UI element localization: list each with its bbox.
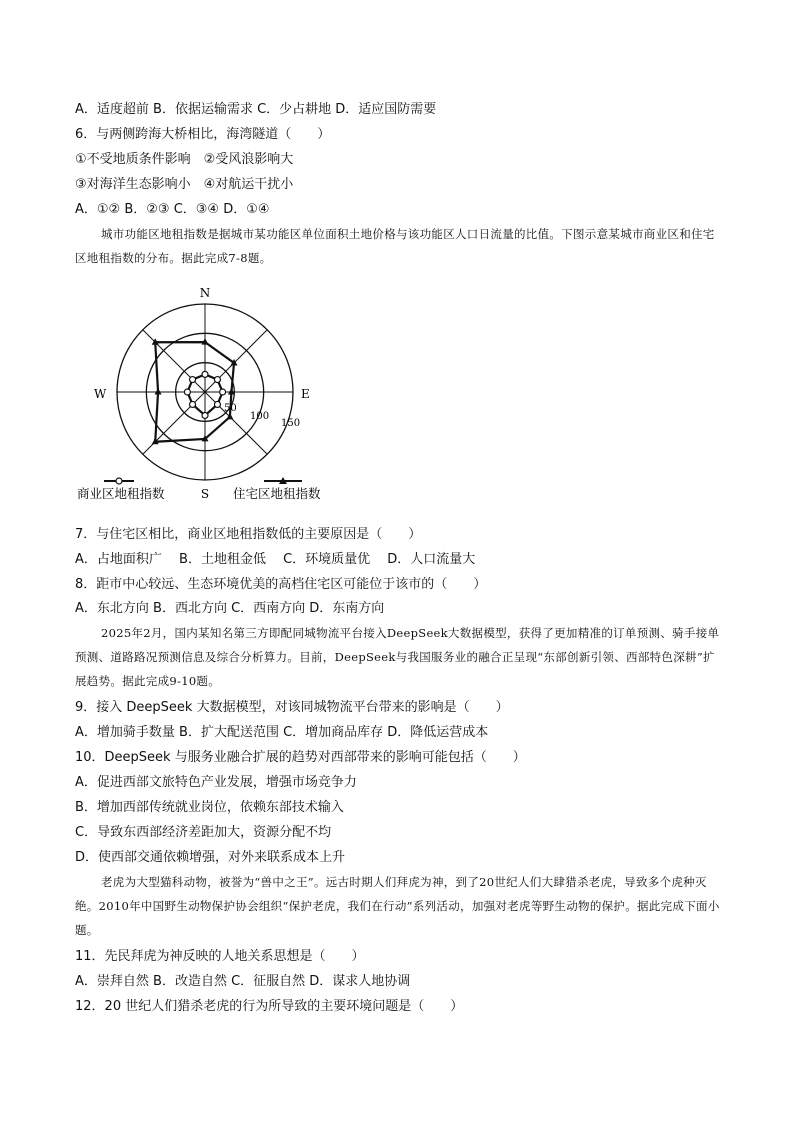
radar-axes (117, 304, 293, 480)
material-9-10 (75, 621, 725, 693)
q9-options: A．增加骑手数量 B．扩大配送范围 C．增加商品库存 D．降低运营成本 (75, 725, 489, 740)
q8-stem: 8．距市中心较远、生态环境优美的高档住宅区可能位于该市的（ ） (75, 577, 487, 592)
material-11-12 (75, 870, 725, 942)
legend-commercial-marker (116, 478, 122, 484)
radar-chart (70, 282, 340, 507)
point-commercial-SE (214, 401, 220, 407)
q7-stem: 7．与住宅区相比，商业区地租指数低的主要原因是（ ） (75, 527, 422, 542)
point-commercial-NW (190, 377, 196, 383)
legend-commercial-label: 商业区地租指数 (77, 486, 165, 501)
east-label: E (301, 387, 310, 401)
q5-options: A．适度超前 B．依据运输需求 C．少占耕地 D．适应国防需要 (75, 102, 437, 117)
q10-option-b: B．增加西部传统就业岗位，依赖东部技术输入 (75, 800, 344, 815)
radar-series (152, 338, 238, 444)
axis-NW (143, 330, 205, 392)
north-label: N (199, 286, 211, 300)
point-commercial-N (202, 371, 208, 377)
material-9-10-text: 2025年2月，国内某知名第三方即配同城物流平台接入DeepSeek大数据模型，获得了更加精准的订单预测、骑手接单预测、道路路况预测信息及综合分析算力。目前，DeepSeek与我国服务业的融合正呈现“东部创新引领、西部特色深耕”扩展趋势。据此完成9-10题。 (75, 626, 720, 688)
q11-stem: 11．先民拜虎为神反映的人地关系思想是（ ） (75, 949, 365, 964)
q10-option-d: D．使西部交通依赖增强，对外来联系成本上升 (75, 850, 346, 865)
q6-items-b: ③对海洋生态影响小 ④对航运干扰小 (75, 177, 294, 192)
q10-option-a: A．促进西部文旅特色产业发展，增强市场竞争力 (75, 775, 357, 790)
south-label: S (200, 487, 210, 501)
q10-stem: 10．DeepSeek 与服务业融合扩展的趋势对西部带来的影响可能包括（ ） (75, 750, 526, 765)
q6-options: A．①② B．②③ C．③④ D．①④ (75, 202, 270, 217)
q8-options: A．东北方向 B．西北方向 C．西南方向 D．东南方向 (75, 601, 385, 616)
material-7-8 (75, 222, 725, 270)
point-residential-W (155, 388, 162, 395)
point-commercial-SW (190, 401, 196, 407)
ring-label-50: 50 (224, 403, 237, 414)
point-commercial-NE (214, 377, 220, 383)
axis-SW (143, 392, 205, 454)
ring-label-150: 150 (281, 418, 301, 429)
q6-items-a: ①不受地质条件影响 ②受风浪影响大 (75, 152, 294, 167)
point-commercial-S (202, 412, 208, 418)
material-11-12-text: 老虎为大型猫科动物，被誉为“兽中之王”。远古时期人们拜虎为神，到了20世纪人们大肆猎杀老虎，导致多个虎种灭绝。2010年中国野生动物保护协会组织“保护老虎，我们在行动”系列活动，加强对老虎等野生动物的保护。据此完成下面小题。 (75, 875, 720, 937)
legend-residential-label: 住宅区地租指数 (233, 486, 321, 501)
q12-stem: 12．20 世纪人们猎杀老虎的行为所导致的主要环境问题是（ ） (75, 999, 464, 1014)
q10-option-c: C．导致东西部经济差距加大，资源分配不均 (75, 825, 332, 840)
q6-stem: 6．与两侧跨海大桥相比，海湾隧道（ ） (75, 127, 331, 142)
point-commercial-E (220, 389, 226, 395)
rent-index-radar-figure (70, 282, 340, 511)
q11-options: A．崇拜自然 B．改造自然 C．征服自然 D．谋求人地协调 (75, 974, 411, 989)
q7-options: A．占地面积广 B．土地租金低 C．环境质量优 D．人口流量大 (75, 552, 476, 567)
material-7-8-text: 城市功能区地租指数是据城市某功能区单位面积土地价格与该功能区人口日流量的比值。下图示意某城市商业区和住宅区地租指数的分布。据此完成7-8题。 (75, 227, 715, 265)
point-commercial-W (184, 389, 190, 395)
axis-NE (205, 330, 267, 392)
west-label: W (94, 387, 107, 401)
ring-label-100: 100 (250, 411, 270, 422)
q9-stem: 9．接入 DeepSeek 大数据模型，对该同城物流平台带来的影响是（ ） (75, 700, 509, 715)
axis-SE (205, 392, 270, 454)
legend (70, 477, 360, 503)
